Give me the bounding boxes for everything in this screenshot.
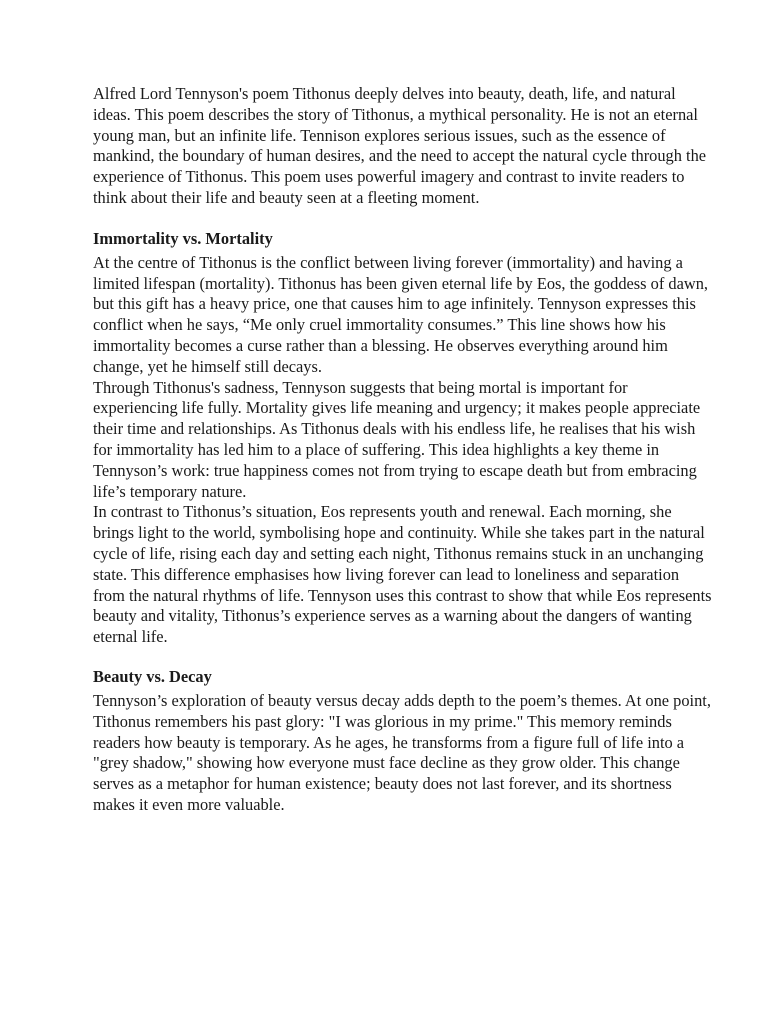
body-paragraph: Tennyson’s exploration of beauty versus decay adds depth to the poem’s themes. At one point, Tithonus remembers his past glory: "I was glorious in my prime." This memory reminds readers how beauty is temporary. As he ages, he transforms from a figure full of life into a "grey shadow," showing how everyone must face decline as they grow older. This change serves as a metaphor for human existence; beauty does not last forever, and its shortness makes it even more valuable.	[93, 690, 711, 814]
intro-paragraph: Alfred Lord Tennyson's poem Tithonus deeply delves into beauty, death, life, and natural ideas. This poem describes the story of Tithonus, a mythical personality. He is not an eternal young man, but an infinite life. Tennison explores serious issues, such as the essence of mankind, the boundary of human desires, and the need to accept the natural cycle through the experience of Tithonus. This poem uses powerful imagery and contrast to invite readers to think about their life and beauty seen at a fleeting moment.	[93, 84, 707, 207]
section-immortality-vs-mortality	[93, 228, 713, 648]
document-body	[93, 84, 713, 834]
section-heading: Immortality vs. Mortality	[93, 228, 273, 248]
body-paragraph: Through Tithonus's sadness, Tennyson suggests that being mortal is important for experiencing life fully. Mortality gives life meaning and urgency; it makes people appreciate their time and relationships. As Tithonus deals with his endless life, he realises that his wish for immortality has led him to a place of suffering. This idea highlights a key theme in Tennyson’s work: true happiness comes not from trying to escape death but from embracing life’s temporary nature.	[93, 377, 701, 501]
body-paragraph: At the centre of Tithonus is the conflict between living forever (immortality) and having a limited lifespan (mortality). Tithonus has been given eternal life by Eos, the goddess of dawn, but this gift has a heavy price, one that causes him to age infinitely. Tennyson expresses this conflict when he says, “Me only cruel immortality consumes.” This line shows how his immortality becomes a curse rather than a blessing. He observes everything around him change, yet he himself still decays.	[93, 252, 708, 376]
section-beauty-vs-decay	[93, 666, 713, 816]
section-heading: Beauty vs. Decay	[93, 666, 212, 686]
body-paragraph: In contrast to Tithonus’s situation, Eos represents youth and renewal. Each morning, she brings light to the world, symbolising hope and continuity. While she takes part in the natural cycle of life, rising each day and setting each night, Tithonus remains stuck in an unchanging state. This difference emphasises how living forever can lead to loneliness and separation from the natural rhythms of life. Tennyson uses this contrast to show that while Eos represents beauty and vitality, Tithonus’s experience serves as a warning about the dangers of wanting eternal life.	[93, 502, 712, 647]
